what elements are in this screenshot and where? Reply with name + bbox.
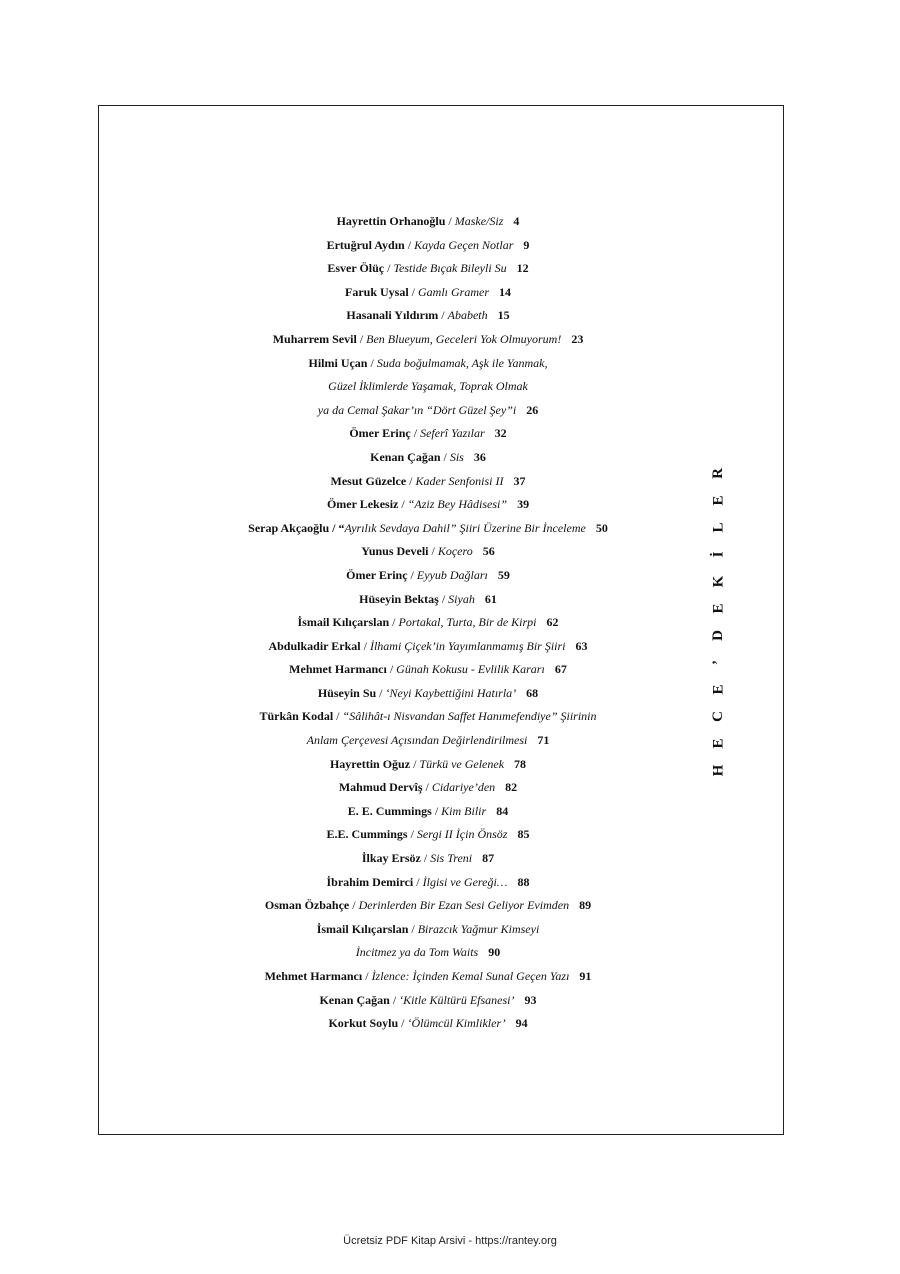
entry-separator: / [413,874,423,889]
entry-separator: / [406,473,416,488]
entry-title: Derinlerden Bir Ezan Sesi Geliyor Evimden [358,898,570,913]
entry-author: Kenan Çağan [370,449,441,464]
entry-separator: / [333,709,343,724]
entry-page-number: 82 [505,780,518,795]
entry-title: Siyah [448,591,475,606]
side-title-letter: E [710,738,727,749]
side-title-hece-dekiler [710,460,727,784]
entry-author: Mahmud Dervîş [338,780,423,795]
entry-separator: / [356,331,367,346]
side-title-letter: R [710,468,727,479]
entry-author: Mehmet Harmancı [289,662,387,677]
entry-separator: / [438,591,449,606]
entry-separator: / [349,898,359,913]
toc-entry [0,399,856,423]
entry-author: İbrahim Demirci [326,874,414,889]
entry-author: Mesut Güzelce [330,473,407,488]
toc-entry [0,234,856,258]
toc-entry [0,847,856,871]
entry-author: Ömer Erinç [349,426,411,441]
entry-title: Seferî Yazılar [420,426,485,441]
toc-entry [0,375,856,399]
entry-separator: / [410,426,421,441]
side-title-letter: ’ [710,660,727,665]
toc-entry [0,1012,856,1036]
toc-entry [0,446,856,470]
entry-title: Gamlı Gramer [418,284,490,299]
entry-title: Sis Treni [430,851,473,866]
entry-title: Ababeth [447,308,488,323]
entry-author: Hüseyin Bektaş [359,591,439,606]
entry-title: “Sâlihât-ı Nisvandan Saffet Hanımefendiye” Şiirinin [342,709,597,724]
entry-author: İsmail Kılıçarslan [297,615,390,630]
entry-author: İsmail Kılıçarslan [316,921,409,936]
entry-title: İlhami Çiçek’in Yayımlanmamış Bir Şiiri [369,638,566,653]
entry-page-number: 32 [494,426,507,441]
side-title-letter: C [710,711,727,722]
entry-author: İlkay Ersöz [361,851,421,866]
entry-author: Kenan Çağan [319,992,390,1007]
toc-entry [0,894,856,918]
entry-title: Kader Senfonisi II [415,473,504,488]
entry-page-number: 68 [526,685,539,700]
entry-title: “Aziz Bey Hâdisesi” [407,497,508,512]
entry-title: İncitmez ya da Tom Waits [355,945,479,960]
entry-author: Ömer Lekesiz [326,497,399,512]
toc-entry [0,352,856,376]
entry-page-number: 9 [523,237,530,252]
entry-page-number: 56 [482,544,495,559]
entry-separator: / [362,969,372,983]
entry-title: ‘Kitle Kültürü Efsanesi’ [399,992,515,1007]
entry-separator: / [410,756,420,771]
entry-separator: / [440,449,450,464]
toc-entry [0,304,856,328]
entry-separator: / [360,638,370,653]
toc-entry [0,823,856,847]
entry-page-number: 59 [497,567,510,582]
entry-title: Koçero [437,544,473,559]
entry-author: Muharrem Sevil [272,331,357,346]
toc-entry [0,210,856,234]
entry-separator: / [438,308,448,323]
entry-title: Sis [449,449,464,464]
entry-page-number: 91 [579,969,592,983]
toc-entry [0,965,856,989]
entry-author: Korkut Soylu [328,1016,399,1031]
entry-separator: / [407,567,417,582]
entry-title: İlgisi ve Gereği… [422,874,508,889]
toc-entry [0,800,856,824]
entry-page-number: 62 [546,615,559,630]
entry-author: Hüseyin Su [317,685,377,700]
entry-title: İzlence: İçinden Kemal Sunal Geçen Yazı [371,969,570,983]
entry-page-number: 84 [496,803,509,818]
side-title-letter: E [710,684,727,695]
toc-entry [0,918,856,942]
entry-page-number: 39 [517,497,530,512]
entry-author: Hilmi Uçan [308,355,368,370]
entry-page-number: 36 [473,449,486,464]
entry-title: ya da Cemal Şakar’ın “Dört Güzel Şey”i [317,402,517,417]
entry-author: Serap Akçaoğlu / “ [248,520,345,535]
entry-author: Hayrettin Orhanoğlu [336,214,446,228]
entry-page-number: 4 [513,214,520,228]
toc-entry [0,257,856,281]
side-title-letter: D [710,630,727,641]
entry-title: Anlam Çerçevesi Açısından Değirlendirilmesi [306,733,528,748]
entry-separator: / [389,615,399,630]
side-title-letter: H [710,764,727,777]
entry-page-number: 63 [575,638,588,653]
entry-page-number: 61 [484,591,497,606]
entry-title: ‘Ölümcül Kimlikler’ [407,1016,506,1031]
entry-author: Ömer Erinç [346,567,408,582]
entry-separator: / [367,355,377,370]
entry-author: Faruk Uysal [344,284,409,299]
toc-entry [0,422,856,446]
entry-title: Kayda Geçen Notlar [414,237,514,252]
toc-entry [0,281,856,305]
entry-author: Esver Ölüç [327,261,385,276]
entry-separator: / [404,237,415,252]
entry-separator: / [386,662,397,677]
entry-page-number: 67 [554,662,567,677]
side-title-letter: İ [710,551,727,558]
entry-separator: / [398,1016,408,1031]
entry-separator: / [431,803,442,818]
entry-title: Sergi II İçin Önsöz [416,827,508,842]
entry-title: Suda boğulmamak, Aşk ile Yanmak, [376,355,548,370]
entry-page-number: 14 [499,284,512,299]
toc-entry [0,871,856,895]
entry-separator: / [420,851,431,866]
entry-title: ‘Neyi Kaybettiğini Hatırla’ [385,685,517,700]
entry-page-number: 78 [514,756,527,771]
footer-text: Ücretsiz PDF Kitap Arsivi - https://rantey.org [343,1235,557,1247]
entry-author: Türkân Kodal [259,709,334,724]
entry-separator: / [408,921,418,936]
entry-title: Türkü ve Gelenek [419,756,505,771]
entry-title: Portakal, Turta, Bir de Kirpi [398,615,537,630]
entry-title: Güzel İklimlerde Yaşamak, Toprak Olmak [328,379,528,394]
entry-page-number: 15 [497,308,510,323]
entry-separator: / [408,284,419,299]
entry-title: Eyyub Dağları [416,567,488,582]
entry-separator: / [407,827,417,842]
entry-page-number: 12 [516,261,529,276]
side-title-letter: L [710,522,727,533]
entry-page-number: 90 [488,945,501,960]
entry-separator: / [389,992,400,1007]
entry-author: Abdulkadir Erkal [268,638,361,653]
entry-page-number: 26 [526,402,539,417]
entry-page-number: 50 [595,520,608,535]
entry-author: E. E. Cummings [347,803,432,818]
toc-entry [0,328,856,352]
entry-separator: / [376,685,386,700]
entry-title: Günah Kokusu - Evlilik Kararı [396,662,545,677]
toc-entry [0,776,856,800]
entry-separator: / [428,544,438,559]
entry-title: Kim Bilir [441,803,487,818]
toc-entry [0,989,856,1013]
side-title-letter: K [710,575,727,588]
entry-author: E.E. Cummings [326,827,408,842]
entry-page-number: 71 [537,733,550,748]
entry-page-number: 88 [517,874,530,889]
entry-page-number: 37 [513,473,526,488]
entry-title: Ayrılık Sevdaya Dahil” Şiiri Üzerine Bir İnceleme [344,520,586,535]
entry-page-number: 89 [579,898,592,913]
entry-author: Mehmet Harmancı [264,969,363,983]
toc-entry [0,941,856,965]
entry-separator: / [398,497,408,512]
entry-page-number: 93 [524,992,537,1007]
entry-author: Osman Özbahçe [264,898,350,913]
entry-title: Maske/Siz [454,214,504,228]
entry-author: Yunus Develi [361,544,429,559]
entry-page-number: 94 [515,1016,528,1031]
entry-author: Hayrettin Oğuz [329,756,411,771]
entry-separator: / [384,261,394,276]
entry-title: Testide Bıçak Bileyli Su [393,261,507,276]
side-title-letter: E [710,495,727,506]
entry-page-number: 87 [482,851,495,866]
entry-author: Ertuğrul Aydın [326,237,405,252]
entry-separator: / [422,780,432,795]
side-title-letter: E [710,603,727,614]
entry-author: Hasanali Yıldırım [346,308,439,323]
entry-title: Ben Blueyum, Geceleri Yok Olmuyorum! [366,331,562,346]
entry-page-number: 23 [571,331,584,346]
entry-page-number: 85 [517,827,530,842]
entry-title: Birazcık Yağmur Kimseyi [417,921,540,936]
entry-separator: / [445,214,455,228]
table-of-contents [0,210,856,1036]
entry-title: Cidariye’den [431,780,496,795]
